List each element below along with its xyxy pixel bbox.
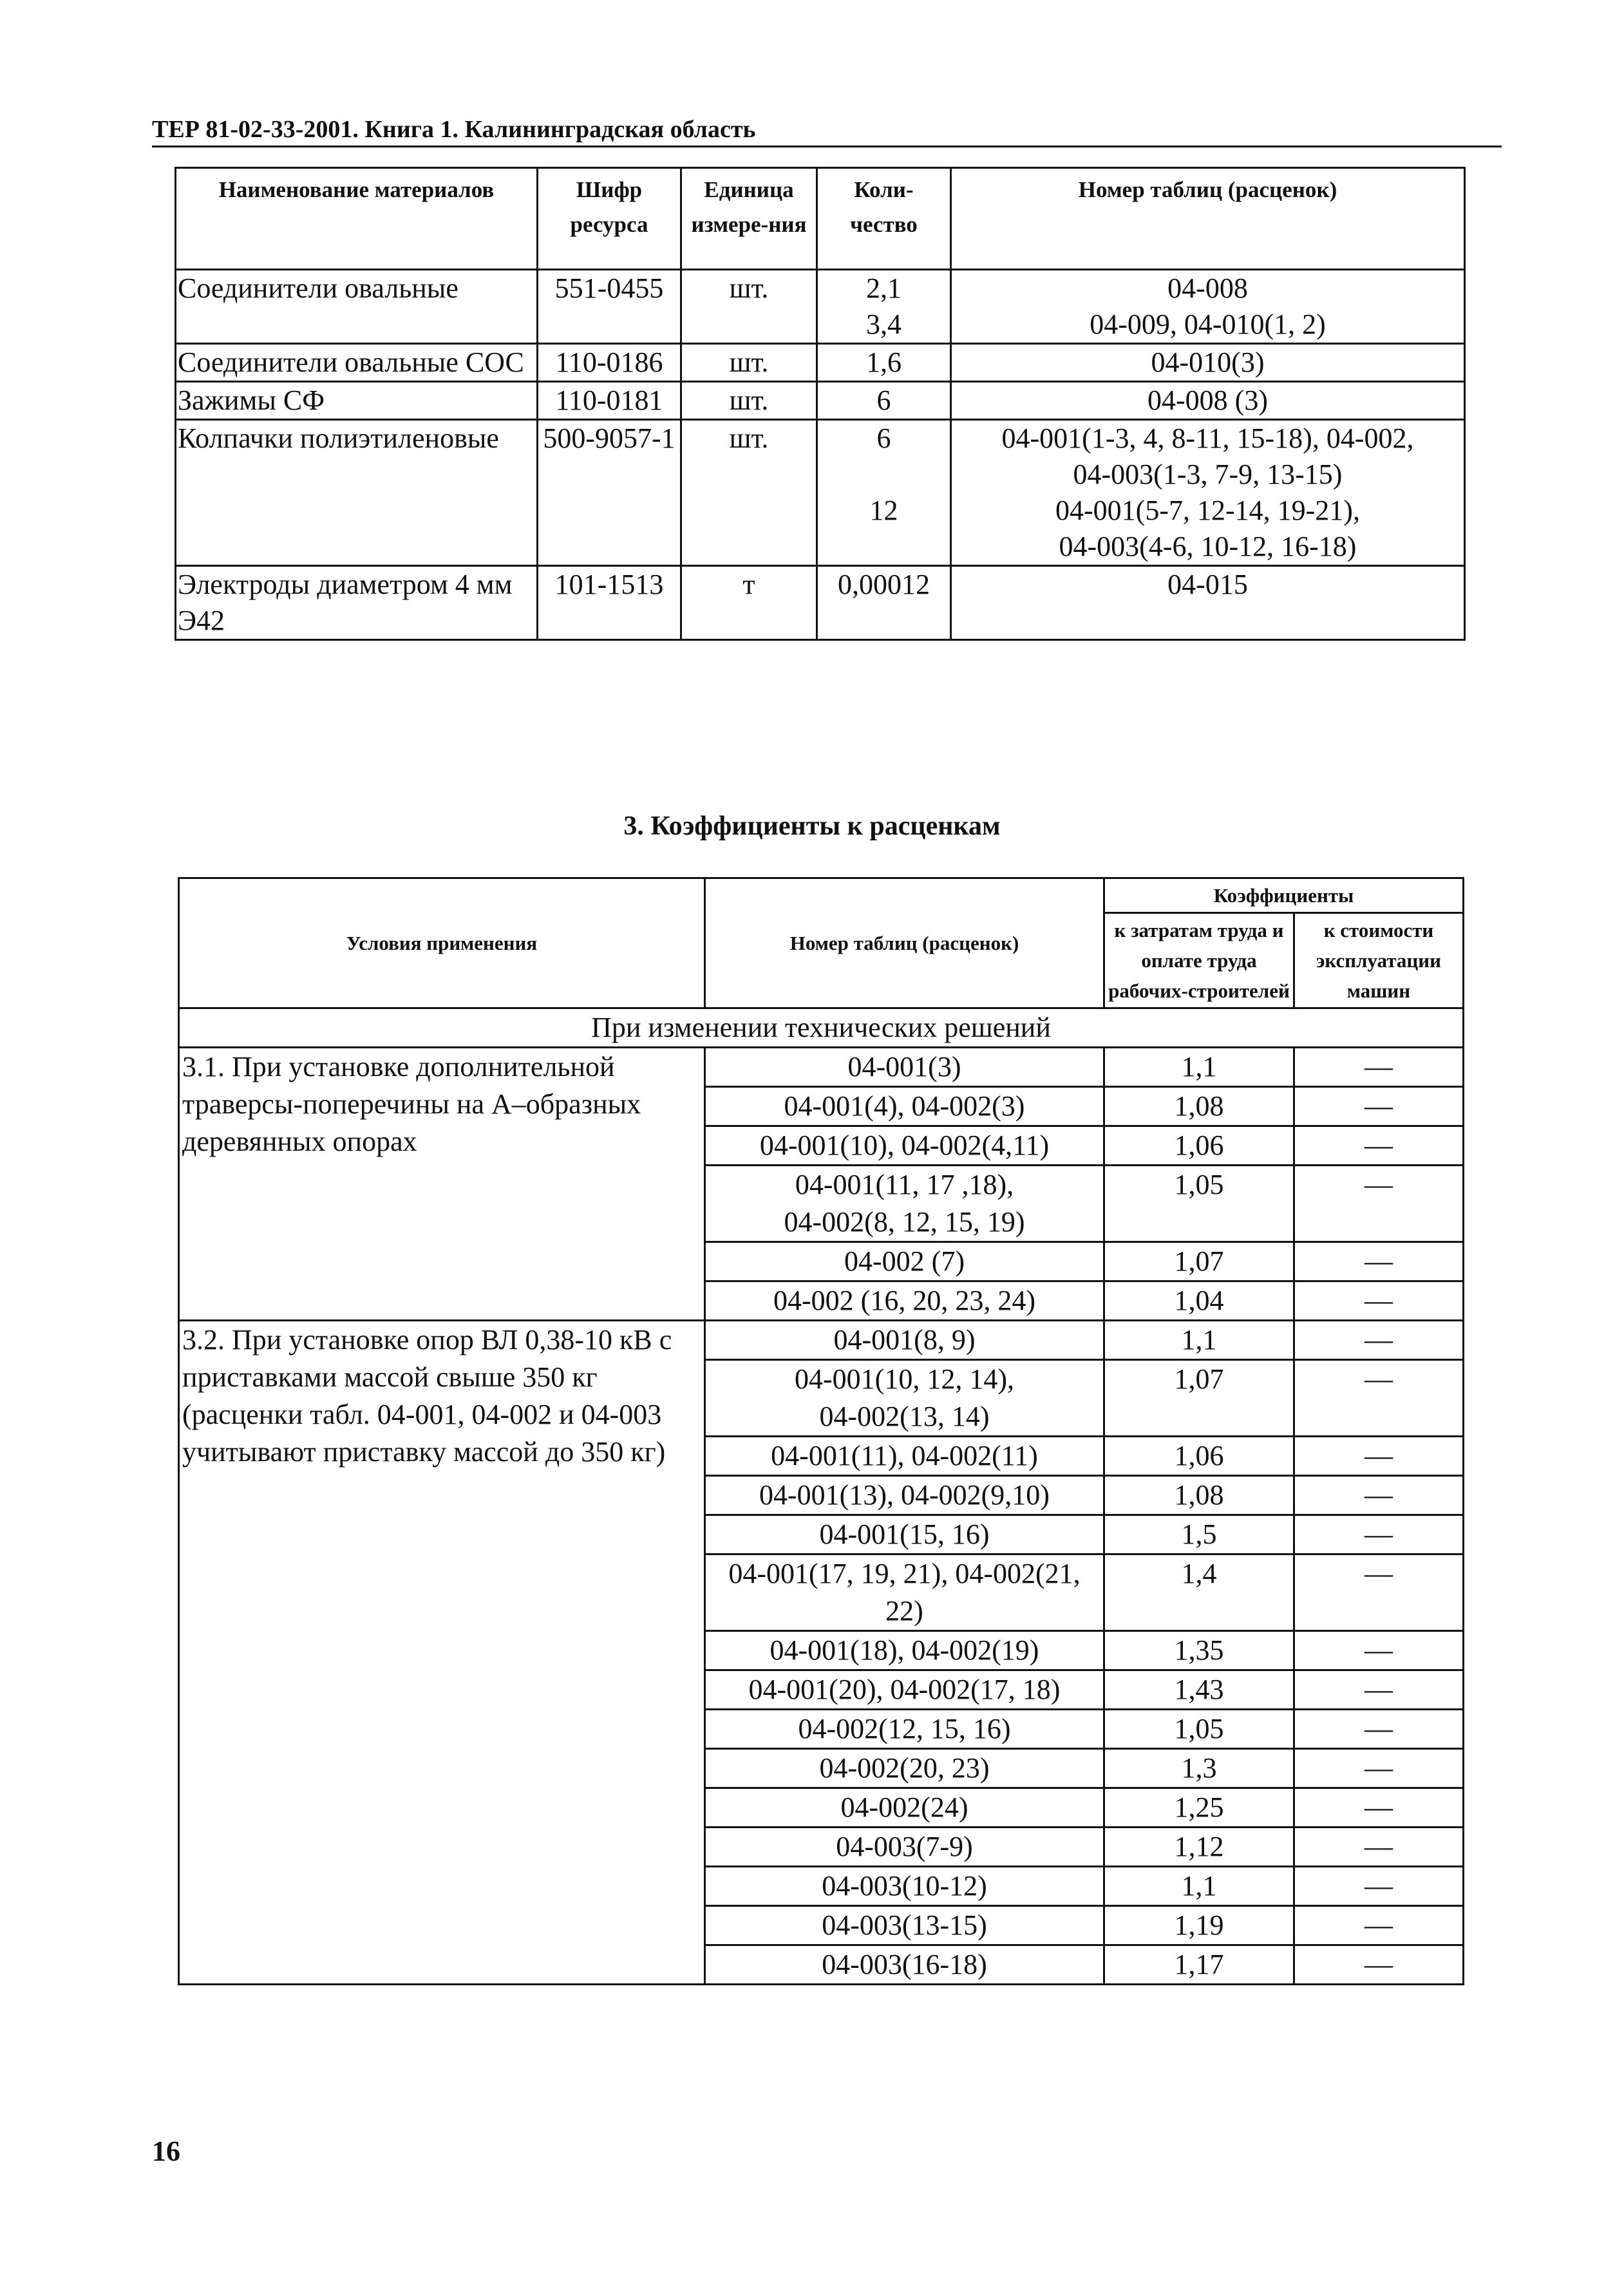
machine-coefficient: —: [1294, 1242, 1464, 1281]
condition-text: 3.2. При установке опор ВЛ 0,38-10 кВ с приставками массой свыше 350 кг (расценки табл. 04-001, 04-002 и 04-003 учитывают приставку массой до 350 кг): [179, 1321, 705, 1985]
unit: т: [681, 566, 817, 640]
material-name: Соединители овальные СОС: [176, 344, 538, 382]
table-numbers: 04-001(20), 04-002(17, 18): [705, 1670, 1104, 1710]
table-row: [179, 1321, 1464, 1360]
table-numbers: 04-008 04-009, 04-010(1, 2): [951, 270, 1465, 344]
machine-coefficient: —: [1294, 1437, 1464, 1476]
unit: шт.: [681, 382, 817, 420]
materials-table: [175, 167, 1466, 641]
resource-code: 101-1513: [538, 566, 681, 640]
unit: шт.: [681, 344, 817, 382]
labor-coefficient: 1,17: [1104, 1945, 1294, 1985]
table-numbers: 04-001(4), 04-002(3): [705, 1087, 1104, 1126]
table-row: [176, 344, 1465, 382]
header-material-name: Наименование материалов: [176, 168, 538, 270]
table-row: [176, 270, 1465, 344]
header-conditions: Условия применения: [179, 878, 705, 1008]
labor-coefficient: 1,05: [1104, 1710, 1294, 1749]
resource-code: 110-0181: [538, 382, 681, 420]
labor-coefficient: 1,06: [1104, 1437, 1294, 1476]
labor-coefficient: 1,1: [1104, 1867, 1294, 1906]
table-numbers: 04-015: [951, 566, 1465, 640]
quantity: 2,1 3,4: [817, 270, 951, 344]
labor-coefficient: 1,5: [1104, 1515, 1294, 1554]
table-numbers: 04-001(8, 9): [705, 1321, 1104, 1360]
group-title: При изменении технических решений: [179, 1008, 1464, 1048]
machine-coefficient: —: [1294, 1554, 1464, 1631]
machine-coefficient: —: [1294, 1788, 1464, 1828]
machine-coefficient: —: [1294, 1828, 1464, 1867]
table-numbers: 04-002(12, 15, 16): [705, 1710, 1104, 1749]
material-name: Электроды диаметром 4 мм Э42: [176, 566, 538, 640]
header-resource-code: Шифр ресурса: [538, 168, 681, 270]
machine-coefficient: —: [1294, 1710, 1464, 1749]
page-number: 16: [152, 2135, 180, 2167]
labor-coefficient: 1,43: [1104, 1670, 1294, 1710]
labor-coefficient: 1,12: [1104, 1828, 1294, 1867]
table-row: [179, 1048, 1464, 1087]
machine-coefficient: —: [1294, 1087, 1464, 1126]
table-numbers: 04-001(17, 19, 21), 04-002(21, 22): [705, 1554, 1104, 1631]
labor-coefficient: 1,07: [1104, 1360, 1294, 1437]
labor-coefficient: 1,19: [1104, 1906, 1294, 1945]
labor-coefficient: 1,08: [1104, 1087, 1294, 1126]
table-row: [176, 566, 1465, 640]
header-table-numbers: Номер таблиц (расценок): [705, 878, 1104, 1008]
labor-coefficient: 1,06: [1104, 1126, 1294, 1166]
table-row: [176, 382, 1465, 420]
table-numbers: 04-003(10-12): [705, 1867, 1104, 1906]
labor-coefficient: 1,08: [1104, 1476, 1294, 1515]
labor-coefficient: 1,4: [1104, 1554, 1294, 1631]
labor-coefficient: 1,1: [1104, 1048, 1294, 1087]
table-numbers: 04-010(3): [951, 344, 1465, 382]
table-numbers: 04-003(16-18): [705, 1945, 1104, 1985]
quantity: 6: [817, 382, 951, 420]
labor-coefficient: 1,04: [1104, 1281, 1294, 1321]
resource-code: 551-0455: [538, 270, 681, 344]
quantity: 6 12: [817, 420, 951, 566]
resource-code: 110-0186: [538, 344, 681, 382]
table-numbers: 04-001(11), 04-002(11): [705, 1437, 1104, 1476]
unit: шт.: [681, 270, 817, 344]
machine-coefficient: —: [1294, 1631, 1464, 1670]
table-numbers: 04-002(20, 23): [705, 1749, 1104, 1788]
material-name: Зажимы СФ: [176, 382, 538, 420]
header-labor-coef: к затратам труда и оплате труда рабочих-строителей: [1104, 913, 1294, 1008]
table-numbers: 04-002 (16, 20, 23, 24): [705, 1281, 1104, 1321]
machine-coefficient: —: [1294, 1749, 1464, 1788]
header-unit: Единица измере-ния: [681, 168, 817, 270]
machine-coefficient: —: [1294, 1515, 1464, 1554]
machine-coefficient: —: [1294, 1321, 1464, 1360]
material-name: Соединители овальные: [176, 270, 538, 344]
quantity: 0,00012: [817, 566, 951, 640]
machine-coefficient: —: [1294, 1048, 1464, 1087]
material-name: Колпачки полиэтиленовые: [176, 420, 538, 566]
table-numbers: 04-008 (3): [951, 382, 1465, 420]
table-numbers: 04-001(15, 16): [705, 1515, 1104, 1554]
table-numbers: 04-001(13), 04-002(9,10): [705, 1476, 1104, 1515]
table-numbers: 04-002 (7): [705, 1242, 1104, 1281]
machine-coefficient: —: [1294, 1906, 1464, 1945]
table-numbers: 04-001(11, 17 ,18), 04-002(8, 12, 15, 19): [705, 1166, 1104, 1242]
machine-coefficient: —: [1294, 1360, 1464, 1437]
labor-coefficient: 1,07: [1104, 1242, 1294, 1281]
machine-coefficient: —: [1294, 1670, 1464, 1710]
labor-coefficient: 1,3: [1104, 1749, 1294, 1788]
header-quantity: Коли-чество: [817, 168, 951, 270]
labor-coefficient: 1,1: [1104, 1321, 1294, 1360]
machine-coefficient: —: [1294, 1867, 1464, 1906]
machine-coefficient: —: [1294, 1945, 1464, 1985]
section-title: 3. Коэффициенты к расценкам: [623, 811, 1001, 841]
machine-coefficient: —: [1294, 1166, 1464, 1242]
table-numbers: 04-001(10), 04-002(4,11): [705, 1126, 1104, 1166]
header-machine-coef: к стоимости эксплуатации машин: [1294, 913, 1464, 1008]
labor-coefficient: 1,05: [1104, 1166, 1294, 1242]
table-numbers: 04-003(13-15): [705, 1906, 1104, 1945]
machine-coefficient: —: [1294, 1126, 1464, 1166]
table-numbers: 04-003(7-9): [705, 1828, 1104, 1867]
machine-coefficient: —: [1294, 1476, 1464, 1515]
table-numbers: 04-001(10, 12, 14), 04-002(13, 14): [705, 1360, 1104, 1437]
table-row: [176, 420, 1465, 566]
page-header: ТЕР 81-02-33-2001. Книга 1. Калининградская область: [152, 115, 1502, 147]
coefficients-table: [178, 877, 1464, 1985]
quantity: 1,6: [817, 344, 951, 382]
table-numbers: 04-001(1-3, 4, 8-11, 15-18), 04-002, 04-003(1-3, 7-9, 13-15) 04-001(5-7, 12-14, 19-21), 04-003(4-6, 10-12, 16-18): [951, 420, 1465, 566]
machine-coefficient: —: [1294, 1281, 1464, 1321]
header-table-numbers: Номер таблиц (расценок): [951, 168, 1465, 270]
table-numbers: 04-001(3): [705, 1048, 1104, 1087]
labor-coefficient: 1,35: [1104, 1631, 1294, 1670]
labor-coefficient: 1,25: [1104, 1788, 1294, 1828]
resource-code: 500-9057-1: [538, 420, 681, 566]
header-coefficients: Коэффициенты: [1104, 878, 1464, 913]
condition-text: 3.1. При установке дополнительной траверсы-поперечины на А–образных деревянных опорах: [179, 1048, 705, 1321]
table-numbers: 04-001(18), 04-002(19): [705, 1631, 1104, 1670]
table-numbers: 04-002(24): [705, 1788, 1104, 1828]
unit: шт.: [681, 420, 817, 566]
